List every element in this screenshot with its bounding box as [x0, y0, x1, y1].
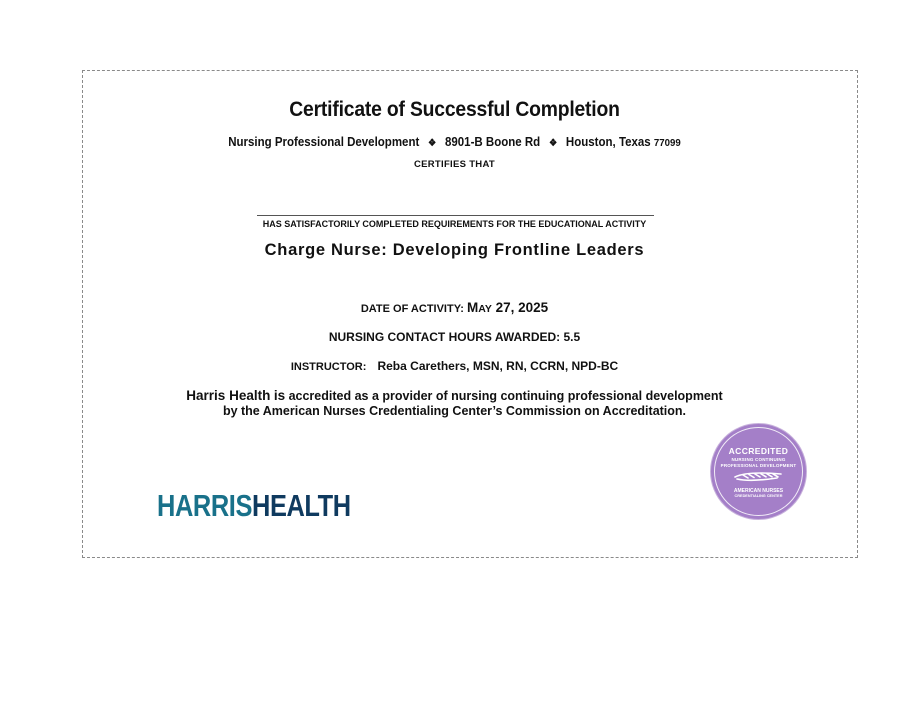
activity-title: Charge Nurse: Developing Frontline Leaders: [264, 241, 645, 259]
seal-accredited: ACCREDITED: [728, 446, 789, 456]
department: Nursing Professional Development: [228, 135, 420, 149]
certifies-that: CERTIFIES THAT: [413, 159, 496, 170]
date-initial: M: [466, 300, 479, 315]
date-of-activity: [0, 300, 909, 315]
instructor-name: Reba Carethers, MSN, RN, CCRN, NPD-BC: [377, 359, 619, 373]
accreditation-statement: [0, 388, 909, 419]
logo-health: HEALTH: [251, 488, 351, 523]
seal-subtitle-2: PROFESSIONAL DEVELOPMENT: [720, 462, 797, 468]
date-smallcaps: AY: [478, 303, 492, 315]
logo-harris: HARRIS: [157, 488, 252, 523]
accreditation-line-1: [0, 388, 909, 404]
completion-statement: HAS SATISFACTORILY COMPLETED REQUIREMENTS FOR THE EDUCATIONAL ACTIVITY: [262, 219, 647, 229]
seal-subtitle: [711, 457, 806, 468]
org-name: Harris Health: [186, 388, 271, 403]
city-state: Houston, Texas: [565, 135, 651, 149]
certificate-title: Certificate of Successful Completion: [289, 98, 620, 121]
accreditation-line-2: by the American Nurses Credentialing Center’s Commission on Accreditation.: [222, 404, 687, 418]
seal-subtitle-1: NURSING CONTINUING: [731, 457, 786, 462]
instructor: [0, 359, 909, 373]
recipient-name-line: [257, 215, 654, 216]
contact-hours: NURSING CONTACT HOURS AWARDED: 5.5: [328, 330, 581, 344]
instructor-label: INSTRUCTOR:: [290, 361, 367, 373]
is-word: is: [273, 388, 286, 403]
ancc-accredited-seal: [711, 424, 806, 519]
date-value: [467, 300, 548, 315]
date-tail: 27, 2025: [495, 300, 549, 315]
zip-code: 77099: [653, 137, 681, 149]
diamond-separator-icon: ❖: [548, 138, 558, 149]
date-label: DATE OF ACTIVITY:: [360, 303, 464, 315]
street-address: 8901-B Boone Rd: [444, 135, 541, 149]
seal-ana: AMERICAN NURSES: [733, 488, 784, 494]
harris-health-logo: [157, 489, 351, 523]
accreditation-text: accredited as a provider of nursing continuing professional development: [288, 389, 723, 403]
address-line: [36, 135, 872, 149]
diamond-separator-icon: ❖: [428, 138, 437, 149]
seal-credentialing: CREDENTIALING CENTER: [734, 494, 783, 498]
wings-icon: [733, 469, 785, 483]
